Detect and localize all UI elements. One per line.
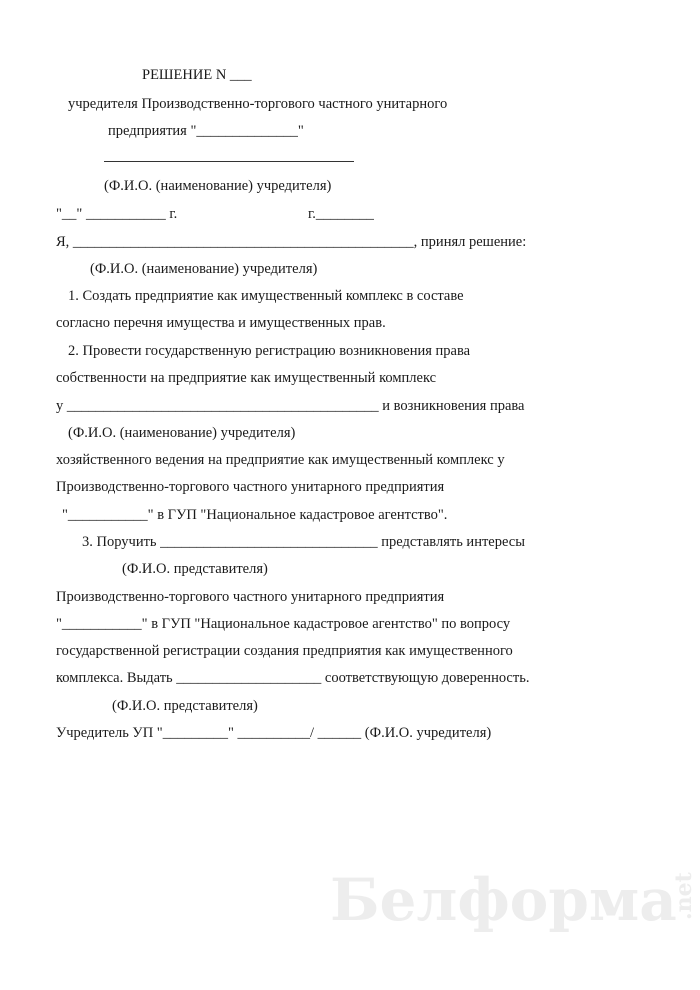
document-title: РЕШЕНИЕ N ___ <box>142 67 252 83</box>
watermark-main-text: Белформа <box>330 866 677 934</box>
item3-line-3: "___________" в ГУП "Национальное кадастровое агентство" по вопросу <box>56 616 511 632</box>
item3-caption-2: (Ф.И.О. представителя) <box>112 698 258 714</box>
subtitle-line-1: учредителя Производственно-торгового частного унитарного <box>68 96 448 112</box>
signature-line: Учредитель УП "_________" __________/ ______ (Ф.И.О. учредителя) <box>56 725 492 741</box>
belforma-watermark-logo <box>330 868 700 932</box>
founder-name-underline <box>104 161 354 162</box>
item2-line-2: собственности на предприятие как имущественный комплекс <box>56 370 437 386</box>
watermark-tld-text: .net <box>670 872 697 920</box>
item1-line-1: 1. Создать предприятие как имущественный комплекс в составе <box>68 288 464 304</box>
item2-line-1: 2. Провести государственную регистрацию возникновения права <box>68 343 471 359</box>
item2-line-3: у ___________________________________________ и возникновения права <box>56 398 525 414</box>
decision-caption: (Ф.И.О. (наименование) учредителя) <box>90 261 318 277</box>
item3-line-5: комплекса. Выдать ____________________ соответствующую доверенность. <box>56 670 530 686</box>
item1-line-2: согласно перечня имущества и имущественных прав. <box>56 315 386 331</box>
item3-caption: (Ф.И.О. представителя) <box>122 561 268 577</box>
date-line-right: г.________ <box>308 206 374 222</box>
item2-line-6: "___________" в ГУП "Национальное кадастровое агентство". <box>62 507 448 523</box>
decision-line: Я, _______________________________________________, принял решение: <box>56 234 527 250</box>
item2-line-5: Производственно-торгового частного унитарного предприятия <box>56 479 445 495</box>
founder-caption: (Ф.И.О. (наименование) учредителя) <box>104 178 332 194</box>
subtitle-line-2: предприятия "______________" <box>108 123 304 139</box>
item3-line-1: 3. Поручить ______________________________ представлять интересы <box>82 534 525 550</box>
item3-line-4: государственной регистрации создания предприятия как имущественного <box>56 643 513 659</box>
item3-line-2: Производственно-торгового частного унитарного предприятия <box>56 589 445 605</box>
date-line-left: "__" ___________ г. <box>56 206 178 222</box>
item2-line-4: хозяйственного ведения на предприятие как имущественный комплекс у <box>56 452 505 468</box>
item2-caption: (Ф.И.О. (наименование) учредителя) <box>68 425 296 441</box>
